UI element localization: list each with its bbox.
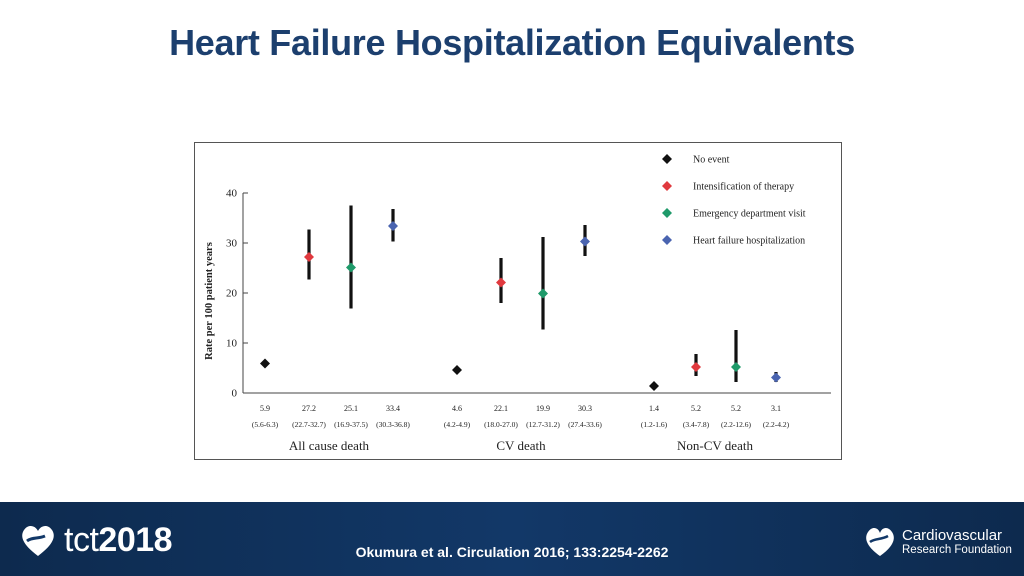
group-label: All cause death: [288, 438, 370, 453]
ci-label: (3.4-7.8): [682, 420, 710, 429]
y-tick-label: 10: [226, 337, 237, 350]
ci-label: (1.2-1.6): [640, 420, 668, 429]
group-label: Non-CV death: [677, 438, 753, 453]
value-label: 19.9: [536, 404, 550, 413]
legend-label: Emergency department visit: [693, 208, 806, 220]
ci-label: (2.2-12.6): [721, 420, 751, 429]
y-axis-label: Rate per 100 patient years: [204, 242, 215, 360]
value-label: 33.4: [386, 404, 400, 413]
data-point: [388, 221, 398, 231]
legend-label: Heart failure hospitalization: [693, 235, 806, 247]
value-label: 25.1: [344, 404, 358, 413]
value-label: 3.1: [771, 404, 781, 413]
value-label: 5.2: [691, 404, 701, 413]
y-tick-label: 40: [226, 187, 237, 200]
ci-label: (22.7-32.7): [292, 420, 326, 429]
y-tick-label: 20: [226, 287, 237, 300]
y-tick-label: 0: [231, 387, 237, 400]
tct-logo-year: 2018: [98, 521, 173, 559]
crf-logo-line2: Research Foundation: [902, 544, 1012, 556]
data-point: [771, 373, 781, 383]
data-point: [731, 362, 741, 372]
value-label: 5.9: [260, 404, 270, 413]
data-point: [346, 263, 356, 273]
data-point: [304, 252, 314, 262]
crf-logo-line1: Cardiovascular: [902, 527, 1003, 544]
ci-label: (4.2-4.9): [443, 420, 471, 429]
slide-title: Heart Failure Hospitalization Equivalents: [169, 22, 855, 63]
data-point: [260, 359, 270, 369]
ci-label: (16.9-37.5): [334, 420, 368, 429]
forest-plot-chart: [195, 143, 843, 461]
crf-logo-text: [902, 528, 1012, 558]
crf-heart-logo-icon: [862, 524, 898, 558]
data-point: [452, 365, 462, 375]
value-label: 27.2: [302, 404, 316, 413]
tct-logo-prefix: tct: [64, 521, 99, 559]
ci-label: (30.3-36.8): [376, 420, 410, 429]
ci-label: (5.6-6.3): [251, 420, 279, 429]
data-marks: [260, 206, 781, 392]
data-point: [496, 278, 506, 288]
value-label: 22.1: [494, 404, 508, 413]
ci-label: (12.7-31.2): [526, 420, 560, 429]
value-label: 4.6: [452, 404, 462, 413]
value-labels: [252, 404, 790, 453]
legend-label: No event: [693, 154, 730, 166]
legend-marker: [662, 181, 672, 191]
y-tick-label: 30: [226, 237, 237, 250]
legend-marker: [662, 154, 672, 164]
ci-label: (18.0-27.0): [484, 420, 518, 429]
value-label: 1.4: [649, 404, 659, 413]
value-label: 5.2: [731, 404, 741, 413]
legend: [662, 154, 806, 247]
legend-marker: [662, 235, 672, 245]
data-point: [691, 362, 701, 372]
citation: Okumura et al. Circulation 2016; 133:2254-2262: [355, 544, 669, 560]
legend-label: Intensification of therapy: [693, 181, 795, 193]
legend-marker: [662, 208, 672, 218]
data-point: [649, 381, 659, 391]
ci-label: (2.2-4.2): [762, 420, 790, 429]
data-point: [580, 237, 590, 247]
chart-frame: [194, 142, 842, 460]
ci-label: (27.4-33.6): [568, 420, 602, 429]
value-label: 30.3: [578, 404, 592, 413]
group-label: CV death: [496, 438, 546, 453]
data-point: [538, 289, 548, 299]
